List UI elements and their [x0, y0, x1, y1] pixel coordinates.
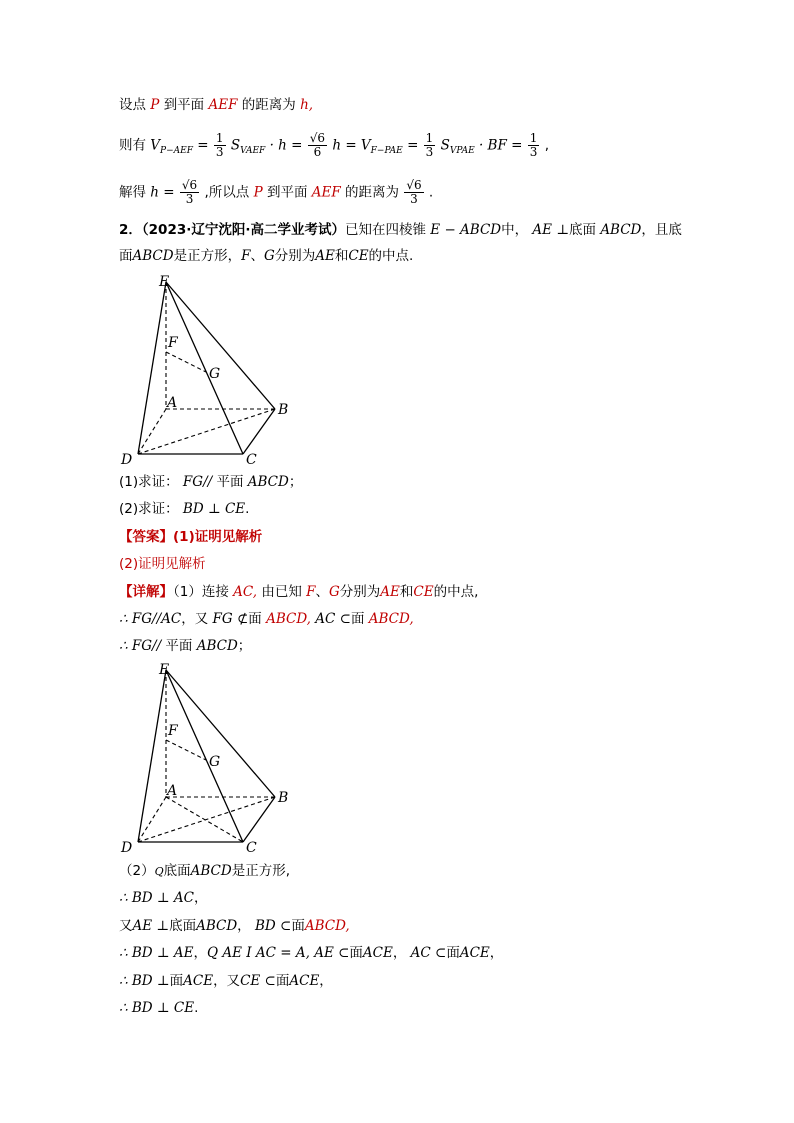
math: ∴ FG//AC [119, 611, 182, 627]
math: AE [380, 584, 400, 600]
text: ， [193, 890, 208, 906]
problem-line-1 [119, 220, 682, 240]
line-solve-h [119, 179, 433, 206]
text: 已知在四棱锥 [345, 222, 426, 238]
math: ABCD [190, 863, 232, 879]
detail-line-8 [119, 971, 333, 991]
math: = [197, 137, 209, 154]
text: ， [319, 973, 333, 989]
math: ∴ BD ⊥ CE [119, 1000, 195, 1016]
math: ∴ FG// [119, 638, 166, 654]
question-2 [119, 499, 249, 519]
problem-line-2 [119, 246, 413, 266]
label-A: A [167, 395, 178, 411]
text: 、 [315, 584, 329, 600]
edge-AC [166, 797, 243, 842]
label-E: E [159, 662, 170, 678]
text: 面 [350, 611, 365, 627]
math: ∴ BD ⊥ AC [119, 890, 194, 906]
pyramid-figure-2 [115, 660, 305, 858]
point-label: P [253, 184, 263, 201]
math: CE ⊂ [240, 973, 276, 989]
edge-EC [166, 670, 243, 842]
text: (1)求证： [119, 474, 179, 490]
var-h: h, [300, 97, 314, 113]
math: BD ⊥ CE [182, 501, 246, 517]
answer-tag: 【答案】 [119, 529, 173, 545]
fraction: $\frac{1}{3}$ [215, 131, 224, 159]
text: 面 [291, 918, 305, 934]
fraction: $\frac{√6}{3}$ [181, 178, 198, 206]
detail-line-9 [119, 998, 198, 1018]
label-F: F [168, 723, 178, 739]
math: ABCD, [304, 918, 350, 934]
plane-label: AEF [208, 97, 238, 113]
math: FG// [182, 474, 217, 490]
math: ABCD, [266, 611, 311, 627]
detail-line-1 [119, 582, 478, 602]
text: 又 [119, 918, 133, 934]
detail-tag: 【详解】 [119, 584, 173, 600]
text: 到平面 [163, 97, 205, 113]
math: S [440, 137, 450, 154]
text: 的距离为 [345, 184, 400, 201]
label-D: D [121, 840, 133, 856]
text: 面 [119, 248, 133, 264]
text: 解得 [119, 184, 146, 201]
math-sub: F−PAE [370, 146, 403, 157]
math: ACE [362, 945, 393, 961]
label-C: C [246, 840, 257, 856]
math: G [329, 584, 340, 600]
edge-DB [138, 409, 275, 454]
text: 分别为 [274, 248, 316, 264]
edge-EB [166, 282, 275, 409]
fraction: $\frac{1}{3}$ [425, 131, 434, 159]
math: ACE [289, 973, 320, 989]
point-label: P [150, 97, 160, 113]
text: 中， [501, 222, 529, 238]
text: 面 [169, 973, 184, 989]
edge-EC [166, 282, 243, 454]
math: CE [413, 584, 434, 600]
math: ACE [183, 973, 214, 989]
text: 平面 [165, 638, 193, 654]
math: h = V [332, 137, 371, 154]
text: ， [392, 945, 407, 961]
math: F [306, 584, 316, 600]
text: ,所以点 [204, 184, 250, 201]
text: 面 [446, 945, 460, 961]
text: （1）连接 [173, 584, 229, 600]
line-distance-setup [119, 95, 313, 115]
question-1 [119, 472, 302, 492]
label-D: D [121, 452, 133, 468]
label-B: B [278, 790, 289, 806]
math: ∴ BD ⊥ AE [119, 945, 194, 961]
math: ∴ BD ⊥ [119, 973, 170, 989]
text: 则有 [119, 137, 146, 154]
math: · BF = [478, 137, 523, 154]
math: BD ⊂ [254, 918, 292, 934]
math: E − ABCD [430, 222, 502, 238]
label-C: C [246, 452, 257, 468]
text: ，又 [213, 973, 241, 989]
detail-line-2 [119, 609, 414, 629]
detail-line-4 [119, 861, 290, 882]
text: 的中点, [433, 584, 479, 600]
text: 底面 [169, 918, 197, 934]
text: 由已知 [261, 584, 302, 600]
text: 的中点. [368, 248, 414, 264]
pyramid-figure-1 [115, 272, 305, 470]
text: , [544, 137, 549, 154]
text: ， [193, 945, 208, 961]
segment-FG [166, 352, 206, 372]
detail-line-7 [119, 943, 503, 963]
math: AC ⊂ [410, 945, 447, 961]
text: ，又 [181, 611, 209, 627]
fraction: $\frac{1}{3}$ [529, 131, 538, 159]
text: ； [237, 638, 252, 654]
label-B: B [278, 402, 289, 418]
text: 的距离为 [241, 97, 296, 113]
math: S [230, 137, 241, 154]
edge-DB [138, 797, 275, 842]
text: 是正方形， [173, 248, 242, 264]
math: AE [315, 248, 335, 264]
math: Q [154, 865, 164, 878]
label-E: E [159, 274, 170, 290]
text: 面 [349, 945, 363, 961]
math: ACE [459, 945, 490, 961]
plane-label: AEF [311, 184, 341, 201]
label-G: G [209, 754, 221, 770]
text: 底面 [569, 222, 597, 238]
label-F: F [168, 335, 178, 351]
answer-text: (2)证明见解析 [119, 556, 206, 572]
text: 是正方形, [231, 863, 290, 879]
fraction: $\frac{√6}{3}$ [406, 178, 422, 206]
text: . [428, 184, 434, 201]
text: 和 [334, 248, 349, 264]
text: 面 [275, 973, 290, 989]
problem-source: （2023·辽宁沈阳·高二学业考试） [141, 222, 345, 238]
text: . [194, 1000, 199, 1016]
math: ABCD [196, 918, 238, 934]
math: · h = [269, 137, 303, 154]
answer-line-2 [119, 554, 206, 574]
text: 设点 [119, 97, 146, 113]
answer-line-1 [119, 527, 262, 547]
math: AC, [233, 584, 258, 600]
math: ABCD, [368, 611, 414, 627]
math: ABCD [600, 222, 642, 238]
segment-FG [166, 740, 206, 760]
detail-line-5 [119, 888, 207, 908]
detail-line-3 [119, 636, 251, 656]
text: 分别为 [339, 584, 381, 600]
edge-CB [243, 797, 275, 842]
detail-line-6 [119, 916, 350, 936]
text: 到平面 [266, 184, 308, 201]
math: = [407, 137, 419, 154]
math: F [241, 248, 251, 264]
math: CE [348, 248, 369, 264]
text: ， [237, 918, 251, 934]
math: V [150, 137, 161, 154]
text: 底面 [163, 863, 191, 879]
math: h = [150, 184, 175, 201]
edge-EB [166, 670, 275, 797]
fraction: $\frac{√6}{6}$ [309, 131, 326, 159]
math: Q AE I AC = A, AE ⊂ [207, 945, 350, 961]
math: G [263, 248, 275, 264]
text: 和 [399, 584, 414, 600]
edge-ED [138, 282, 166, 454]
edge-CB [243, 409, 275, 454]
text: 面 [248, 611, 262, 627]
math-sub: VAEF [240, 146, 266, 157]
answer-text: (1)证明见解析 [173, 529, 263, 545]
math-sub: P−AEF [160, 146, 193, 157]
text: ， [489, 945, 504, 961]
label-A: A [167, 783, 178, 799]
text: ； [288, 474, 303, 490]
math: AE ⊥ [132, 918, 170, 934]
math-sub: VPAE [449, 146, 475, 157]
problem-number: 2． [119, 222, 142, 238]
math: ABCD [132, 248, 174, 264]
text: 平面 [216, 474, 244, 490]
text: （2） [119, 863, 155, 879]
text: ，且底 [641, 222, 682, 238]
text: (2)求证： [119, 501, 179, 517]
label-G: G [209, 366, 221, 382]
math: FG ⊄ [212, 611, 249, 627]
math: ABCD [247, 474, 289, 490]
line-volume-equation [119, 132, 549, 161]
edge-ED [138, 670, 166, 842]
text: 、 [250, 248, 264, 264]
text: . [245, 501, 250, 517]
math: AC ⊂ [315, 611, 351, 627]
math: AE ⊥ [532, 222, 570, 238]
math: ABCD [196, 638, 238, 654]
